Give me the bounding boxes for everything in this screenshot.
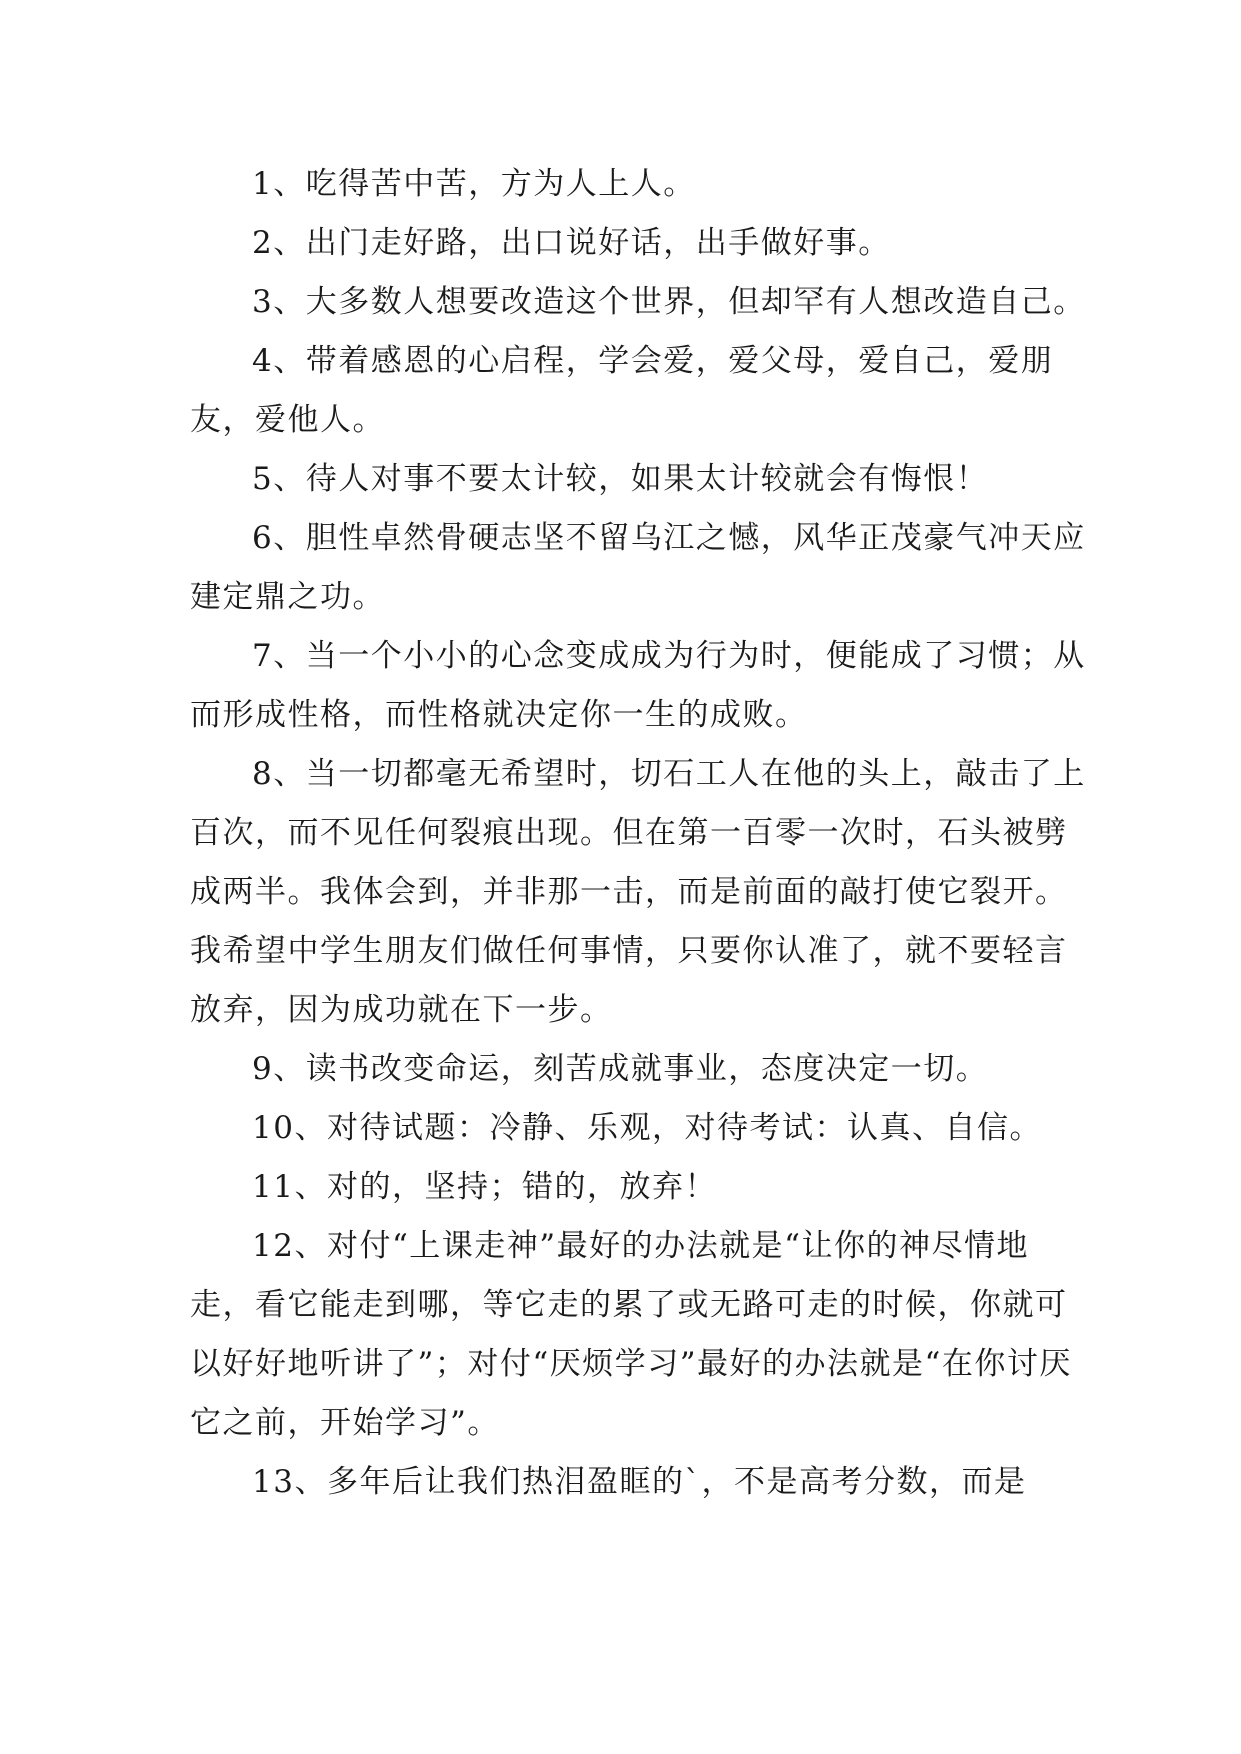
paragraph-9: 9、读书改变命运，刻苦成就事业，态度决定一切。	[252, 1051, 989, 1087]
paragraph-3: 3、大多数人想要改造这个世界，但却罕有人想改造自己。	[252, 284, 1086, 320]
paragraph-1: 1、吃得苦中苦，方为人上人。	[252, 166, 696, 202]
paragraph-5: 5、待人对事不要太计较，如果太计较就会有悔恨！	[252, 461, 989, 497]
paragraph-8: 8、当一切都毫无希望时，切石工人在他的头上，敲击了上百次，而不见任何裂痕出现。但在第一百零一次时，石头被劈成两半。我体会到，并非那一击，而是前面的敲打使它裂开。我希望中学生朋友们做任何事情，只要你认准了，就不要轻言放弃，因为成功就在下一步。	[190, 756, 1086, 1028]
paragraph-12: 12、对付“上课走神”最好的办法就是“让你的神尽情地走，看它能走到哪，等它走的累了或无路可走的时候，你就可以好好地听讲了”；对付“厌烦学习”最好的办法就是“在你讨厌它之前，开始学习”。	[190, 1228, 1072, 1441]
document-body	[190, 155, 1090, 1512]
paragraph-4: 4、带着感恩的心启程，学会爱，爱父母，爱自己，爱朋友，爱他人。	[190, 343, 1054, 438]
paragraph-13: 13、多年后让我们热泪盈眶的`，不是高考分数，而是	[252, 1464, 1027, 1500]
paragraph-2: 2、出门走好路，出口说好话，出手做好事。	[252, 225, 891, 261]
paragraph-7: 7、当一个小小的心念变成成为行为时，便能成了习惯；从而形成性格，而性格就决定你一生的成败。	[190, 638, 1086, 733]
paragraph-6: 6、胆性卓然骨硬志坚不留乌江之憾，风华正茂豪气冲天应建定鼎之功。	[190, 520, 1086, 615]
paragraph-10: 10、对待试题：冷静、乐观，对待考试：认真、自信。	[252, 1110, 1042, 1146]
paragraph-11: 11、对的，坚持；错的，放弃！	[252, 1169, 717, 1205]
